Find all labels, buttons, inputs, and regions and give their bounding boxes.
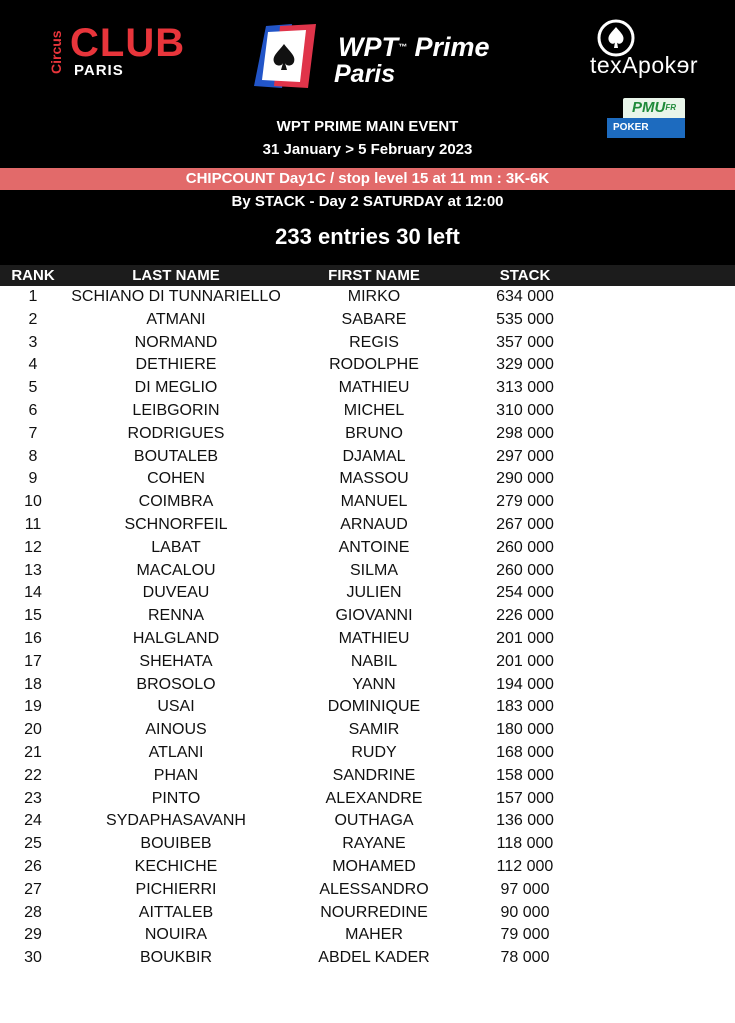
first-name-cell: MATHIEU xyxy=(338,629,410,647)
stack-cell: 157 000 xyxy=(496,789,554,807)
last-name-cell: RENNA xyxy=(147,607,204,625)
table-row xyxy=(0,446,735,469)
stack-cell: 78 000 xyxy=(500,949,550,967)
rank-cell: 15 xyxy=(24,607,42,625)
table-row xyxy=(0,902,735,925)
column-first-name: FIRST NAME xyxy=(328,267,420,284)
stack-cell: 329 000 xyxy=(496,356,554,374)
first-name-cell: GIOVANNI xyxy=(335,607,413,625)
first-name-cell: DOMINIQUE xyxy=(327,698,421,716)
last-name-cell: PICHIERRI xyxy=(135,880,217,898)
wpt-tm: ™ xyxy=(398,42,407,52)
rank-cell: 9 xyxy=(28,470,38,488)
rank-cell: 23 xyxy=(24,789,42,807)
first-name-cell: MIRKO xyxy=(347,288,401,305)
rank-cell: 19 xyxy=(24,698,42,716)
table-row xyxy=(0,810,735,833)
stack-cell: 298 000 xyxy=(496,424,554,442)
first-name-cell: OUTHAGA xyxy=(334,812,414,830)
column-last-name: LAST NAME xyxy=(132,267,220,284)
stack-cell: 254 000 xyxy=(496,584,554,602)
stack-cell: 226 000 xyxy=(496,607,554,625)
rank-cell: 30 xyxy=(24,949,42,967)
last-name-cell: LABAT xyxy=(151,538,201,556)
stack-cell: 201 000 xyxy=(496,629,554,647)
table-row xyxy=(0,719,735,742)
circus-label: Circus xyxy=(48,30,64,74)
table-row xyxy=(0,674,735,697)
last-name-cell: ATMANI xyxy=(146,310,206,328)
stack-cell: 168 000 xyxy=(496,743,554,761)
rank-cell: 20 xyxy=(24,721,42,739)
rank-cell: 11 xyxy=(24,515,42,533)
table-row xyxy=(0,879,735,902)
first-name-cell: SILMA xyxy=(349,561,398,579)
rank-cell: 27 xyxy=(24,880,42,898)
last-name-cell: MACALOU xyxy=(136,561,216,579)
first-name-cell: NOURREDINE xyxy=(320,903,428,921)
last-name-cell: BOUKBIR xyxy=(139,949,212,967)
first-name-cell: ALEXANDRE xyxy=(325,789,423,807)
last-name-cell: LEIBGORIN xyxy=(132,401,220,419)
pmu-fr: FR xyxy=(665,103,676,112)
first-name-cell: YANN xyxy=(352,675,396,693)
rank-cell: 2 xyxy=(28,310,38,328)
table-row xyxy=(0,423,735,446)
by-stack-info: By STACK - Day 2 SATURDAY at 12:00 xyxy=(231,193,504,210)
last-name-cell: KECHICHE xyxy=(134,857,218,875)
table-row xyxy=(0,537,735,560)
last-name-cell: USAI xyxy=(157,698,195,716)
table-row xyxy=(0,924,735,947)
table-row xyxy=(0,833,735,856)
last-name-cell: COHEN xyxy=(147,470,205,488)
stack-cell: 267 000 xyxy=(496,515,554,533)
first-name-cell: MAHER xyxy=(345,926,403,944)
first-name-cell: SABARE xyxy=(341,310,407,328)
rank-cell: 25 xyxy=(24,835,42,853)
pmu-label xyxy=(623,98,685,118)
last-name-cell: AINOUS xyxy=(145,721,207,739)
rank-cell: 12 xyxy=(24,538,42,556)
chipcount-banner: CHIPCOUNT Day1C / stop level 15 at 11 mn : 3K-6K xyxy=(0,168,735,190)
rank-cell: 13 xyxy=(24,561,42,579)
table-row xyxy=(0,947,735,970)
last-name-cell: SHEHATA xyxy=(139,652,213,670)
last-name-cell: DETHIERE xyxy=(135,356,217,374)
table-row xyxy=(0,491,735,514)
table-row xyxy=(0,560,735,583)
first-name-cell: ALESSANDRO xyxy=(319,880,429,898)
table-row xyxy=(0,651,735,674)
stack-cell: 97 000 xyxy=(500,880,550,898)
last-name-cell: PINTO xyxy=(151,789,201,807)
first-name-cell: ARNAUD xyxy=(340,515,408,533)
first-name-cell: SANDRINE xyxy=(332,766,416,784)
rank-cell: 10 xyxy=(24,493,42,511)
last-name-cell: SYDAPHASAVANH xyxy=(106,812,246,830)
table-row xyxy=(0,468,735,491)
table-row xyxy=(0,309,735,332)
stack-cell: 194 000 xyxy=(496,675,554,693)
stack-cell: 183 000 xyxy=(496,698,554,716)
stack-cell: 310 000 xyxy=(496,401,554,419)
rank-cell: 1 xyxy=(28,288,38,305)
stack-cell: 136 000 xyxy=(496,812,554,830)
club-city: PARIS xyxy=(74,62,124,79)
stack-cell: 112 000 xyxy=(496,857,554,875)
entries-count: 233 entries 30 left xyxy=(275,224,460,249)
first-name-cell: JULIEN xyxy=(346,584,402,602)
first-name-cell: RUDY xyxy=(351,743,397,761)
rank-cell: 6 xyxy=(28,401,38,419)
pmu-poker-label: POKER xyxy=(607,118,685,138)
last-name-cell: ATLANI xyxy=(148,743,204,761)
last-name-cell: HALGLAND xyxy=(132,629,220,647)
last-name-cell: SCHNORFEIL xyxy=(124,515,228,533)
table-row xyxy=(0,856,735,879)
stack-cell: 90 000 xyxy=(500,903,550,921)
wpt-word: WPT xyxy=(338,32,398,62)
stack-cell: 180 000 xyxy=(496,721,554,739)
table-row xyxy=(0,354,735,377)
stack-cell: 313 000 xyxy=(496,379,554,397)
rank-cell: 3 xyxy=(28,333,38,351)
sponsor-name: texApokɘr xyxy=(590,52,699,78)
stack-cell: 290 000 xyxy=(496,470,554,488)
chipcount-table xyxy=(0,286,735,970)
table-row xyxy=(0,286,735,309)
wpt-prime-word: Prime xyxy=(414,32,490,62)
last-name-cell: SCHIANO DI TUNNARIELLO xyxy=(71,288,281,305)
stack-cell: 201 000 xyxy=(496,652,554,670)
last-name-cell: BROSOLO xyxy=(136,675,216,693)
wpt-spade-badge-icon xyxy=(252,22,318,90)
table-row xyxy=(0,696,735,719)
last-name-cell: DI MEGLIO xyxy=(134,379,218,397)
rank-cell: 24 xyxy=(24,812,42,830)
first-name-cell: NABIL xyxy=(350,652,398,670)
last-name-cell: NOUIRA xyxy=(144,926,208,944)
last-name-cell: NORMAND xyxy=(134,333,218,351)
first-name-cell: MICHEL xyxy=(343,401,405,419)
table-row xyxy=(0,582,735,605)
rank-cell: 22 xyxy=(24,766,42,784)
rank-cell: 16 xyxy=(24,629,42,647)
column-rank: RANK xyxy=(11,267,55,284)
first-name-cell: MASSOU xyxy=(339,470,409,488)
table-row xyxy=(0,605,735,628)
rank-cell: 17 xyxy=(24,652,42,670)
column-stack: STACK xyxy=(499,267,551,284)
table-header xyxy=(0,265,735,286)
first-name-cell: SAMIR xyxy=(348,721,400,739)
first-name-cell: MOHAMED xyxy=(332,857,416,875)
wpt-prime-title xyxy=(338,32,490,62)
pmu-word: PMU xyxy=(631,99,666,116)
stack-cell: 118 000 xyxy=(496,835,554,853)
rank-cell: 18 xyxy=(24,675,42,693)
last-name-cell: RODRIGUES xyxy=(127,424,225,442)
stack-cell: 260 000 xyxy=(496,561,554,579)
first-name-cell: MATHIEU xyxy=(338,379,410,397)
table-row xyxy=(0,514,735,537)
stack-cell: 297 000 xyxy=(496,447,554,465)
first-name-cell: MANUEL xyxy=(340,493,408,511)
first-name-cell: REGIS xyxy=(349,333,399,351)
table-row xyxy=(0,400,735,423)
rank-cell: 7 xyxy=(28,424,38,442)
stack-cell: 634 000 xyxy=(496,288,554,305)
last-name-cell: PHAN xyxy=(153,766,199,784)
last-name-cell: BOUTALEB xyxy=(133,447,219,465)
stack-cell: 158 000 xyxy=(496,766,554,784)
first-name-cell: DJAMAL xyxy=(342,447,406,465)
table-row xyxy=(0,377,735,400)
first-name-cell: RODOLPHE xyxy=(329,356,419,374)
first-name-cell: BRUNO xyxy=(345,424,403,442)
stack-cell: 279 000 xyxy=(496,493,554,511)
club-paris-logo xyxy=(48,22,198,82)
table-row xyxy=(0,742,735,765)
table-row xyxy=(0,628,735,651)
stack-cell: 535 000 xyxy=(496,310,554,328)
rank-cell: 8 xyxy=(28,447,38,465)
last-name-cell: BOUIBEB xyxy=(140,835,212,853)
table-row xyxy=(0,788,735,811)
table-row xyxy=(0,765,735,788)
event-dates: 31 January > 5 February 2023 xyxy=(262,141,473,158)
stack-cell: 357 000 xyxy=(496,333,554,351)
rank-cell: 5 xyxy=(28,379,38,397)
rank-cell: 29 xyxy=(24,926,42,944)
first-name-cell: ABDEL KADER xyxy=(318,949,430,967)
stack-cell: 79 000 xyxy=(500,926,550,944)
first-name-cell: RAYANE xyxy=(342,835,406,853)
header xyxy=(0,0,735,265)
rank-cell: 21 xyxy=(24,743,42,761)
stack-cell: 260 000 xyxy=(496,538,554,556)
wpt-city: Paris xyxy=(334,60,396,88)
club-word: CLUB xyxy=(70,21,186,65)
first-name-cell: ANTOINE xyxy=(338,538,410,556)
table-row xyxy=(0,332,735,355)
last-name-cell: AITTALEB xyxy=(138,903,214,921)
rank-cell: 26 xyxy=(24,857,42,875)
last-name-cell: DUVEAU xyxy=(142,584,210,602)
rank-cell: 14 xyxy=(24,584,42,602)
event-title: WPT PRIME MAIN EVENT xyxy=(276,118,459,135)
rank-cell: 28 xyxy=(24,903,42,921)
last-name-cell: COIMBRA xyxy=(138,493,214,511)
rank-cell: 4 xyxy=(28,356,38,374)
